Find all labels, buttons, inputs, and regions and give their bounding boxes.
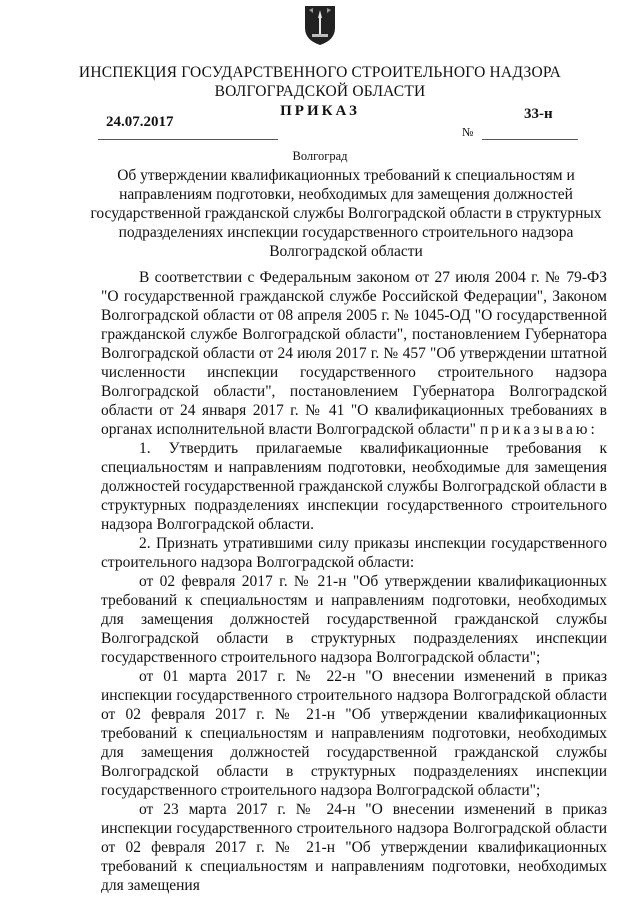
preamble-text: В соответствии с Федеральным законом от 27 июля 2004 г. № 79-ФЗ "О государственной гражданской службе Российской Федерации", Законом Волгоградской области от 08 апреля 2005 г. № 1045-ОД "О государственной гражданской службе Волгоградской области", постановлением Губернатора Волгоградской области от 24 июля 2017 г. № 457 "Об утверждении штатной численности инспекции государственного строительного надзора Волгоградской области", постановлением Губернатора Волгоградской области от 24 января 2017 г. № 41 "О квалификационных требованиях в органах исполнительной власти Волгоградской области" [101,269,607,438]
document-date: 24.07.2017 [106,114,174,130]
item-2-paragraph: 2. Признать утратившими силу приказы инспекции государственного строительного надзора Волгоградской области: [101,535,607,571]
preamble-paragraph [101,268,607,439]
number-underline [482,139,578,140]
coat-of-arms-icon [303,4,337,46]
item-1-paragraph: 1. Утвердить прилагаемые квалификационные требования к специальностям и направлениям подготовки, необходимые для замещения должностей государственной гражданской службы Волгоградской области в структурных подразделениях инспекции государственного строительного надзора Волгоградской области. [101,440,607,533]
agency-name-line2: ВОЛГОГРАДСКОЙ ОБЛАСТИ [214,83,426,100]
revoked-order-24n: от 23 марта 2017 г. № 24-н "О внесении изменений в приказ инспекции государственного строительного надзора Волгоградской области от 02 февраля 2017 г. № 21-н "Об утверждении квалификационных требований к специальностям и направлениям подготовки, необходимых для замещения [101,801,607,894]
document-title: Об утверждении квалификационных требований к специальностям и направлениям подготовки, необходимых для замещения должностей государственной гражданской службы Волгоградской области в структурных подразделениях инспекции государственного строительного надзора Волгоградской области [90,167,602,260]
document-body [101,268,607,895]
city-name: Волгоград [292,149,348,163]
order-verb: приказываю: [479,421,598,438]
document-type: ПРИКАЗ [280,103,360,119]
number-sign: № [462,125,474,139]
date-underline [98,139,278,140]
revoked-order-22n: от 01 марта 2017 г. № 22-н "О внесении изменений в приказ инспекции государственного строительного надзора Волгоградской области от 02 февраля 2017 г. № 21-н "Об утверждении квалификационных требований к специальностям и направлениям подготовки, необходимых для замещения должностей государственной гражданской службы Волгоградской области в структурных подразделениях инспекции государственного строительного надзора Волгоградской области"; [101,668,607,799]
agency-name-line1: ИНСПЕКЦИЯ ГОСУДАРСТВЕННОГО СТРОИТЕЛЬНОГО НАДЗОРА [78,64,562,81]
revoked-order-21n: от 02 февраля 2017 г. № 21-н "Об утверждении квалификационных требований к специальностям и направлениям подготовки, необходимых для замещения должностей государственной гражданской службы Волгоградской области в структурных подразделениях инспекции государственного строительного надзора Волгоградской области"; [101,573,607,666]
document-number: 33-н [524,106,553,122]
